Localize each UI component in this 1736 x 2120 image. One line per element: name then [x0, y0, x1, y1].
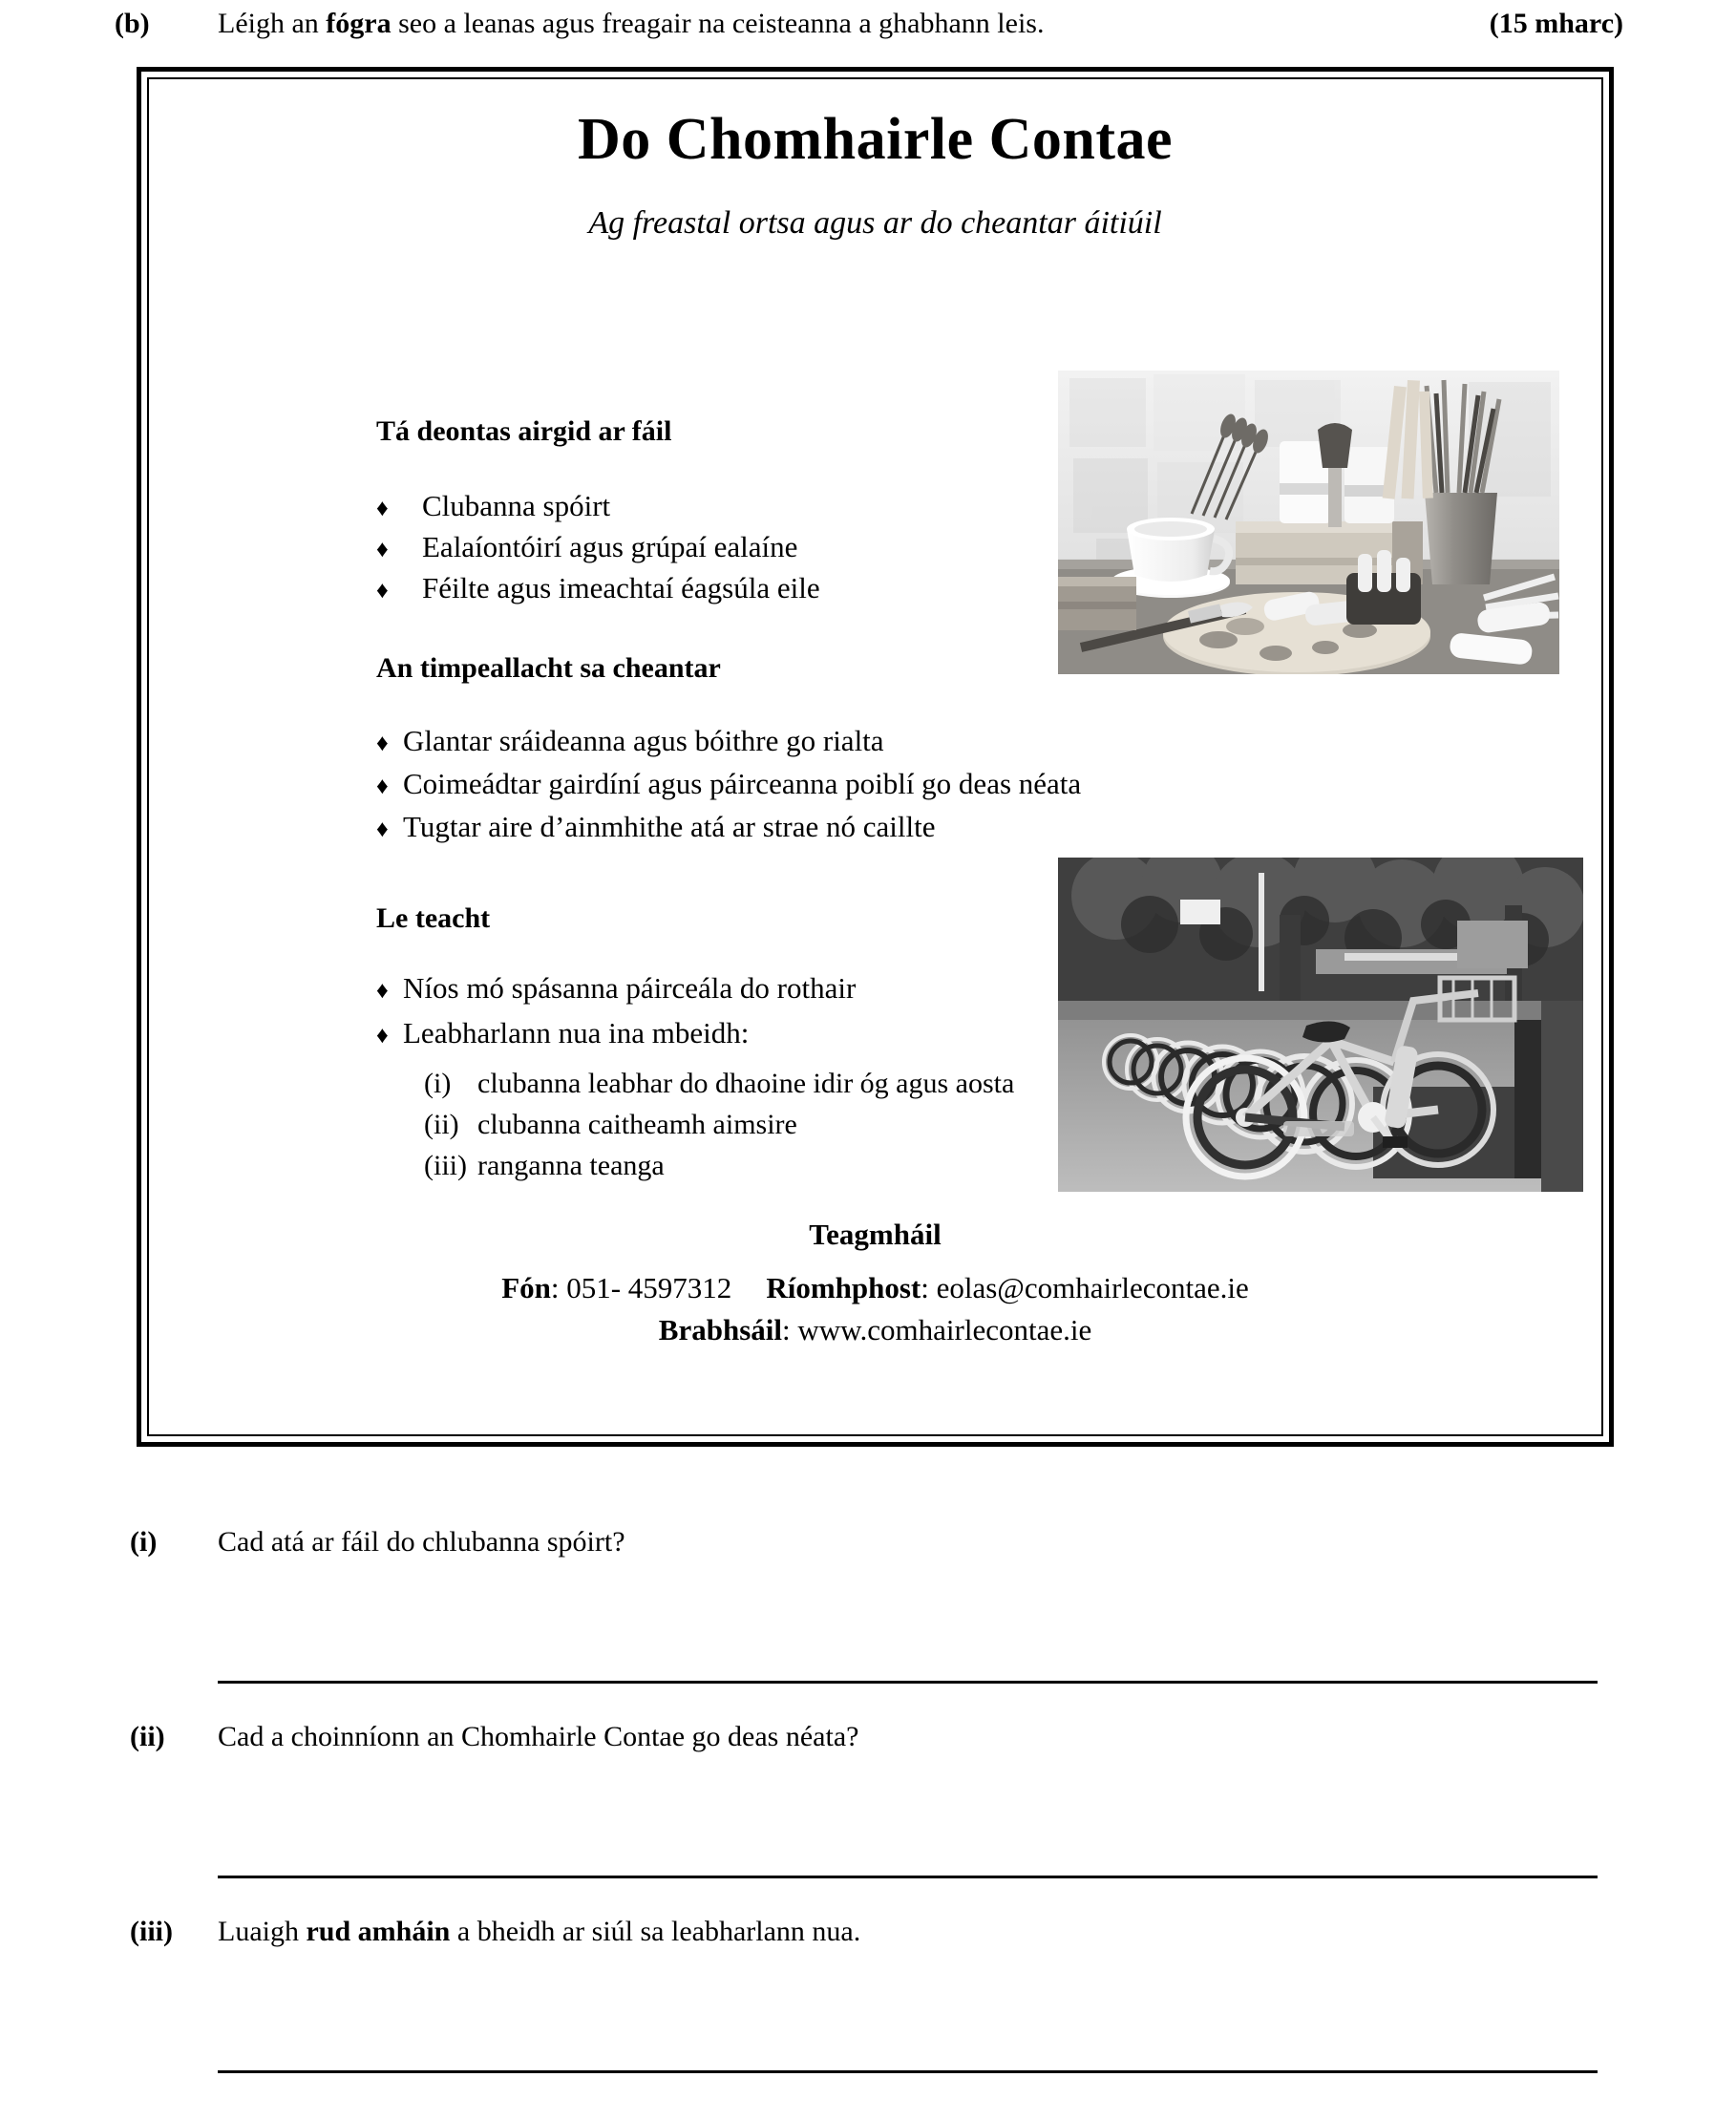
phone-label: Fón — [501, 1271, 551, 1304]
subquestion-iii-part-2: a bheidh ar siúl sa leabharlann nua. — [450, 1916, 861, 1947]
answer-line-ii[interactable] — [218, 1876, 1598, 1878]
instruction-bold-word: fógra — [326, 8, 392, 39]
section-heading-deontais: Tá deontas airgid ar fáil — [376, 415, 672, 447]
roman-marker: (iii) — [424, 1150, 467, 1181]
answer-line-i[interactable] — [218, 1681, 1598, 1684]
list-item-label: Féilte agus imeachtaí éagsúla eile — [422, 571, 820, 604]
list-item-label: ranganna teanga — [477, 1150, 665, 1181]
poster-title: Do Chomhairle Contae — [577, 107, 1174, 172]
phone-value: : 051- 4597312 — [550, 1271, 732, 1304]
subquestion-text-iii — [218, 1916, 860, 1948]
instruction-part-1: Léigh an — [218, 8, 327, 39]
list-item — [376, 965, 856, 1010]
bullet-list-deontais — [376, 485, 820, 608]
subquestion-text-i — [218, 1526, 625, 1558]
list-item — [424, 1145, 1014, 1186]
poster-outer-frame — [137, 67, 1614, 1447]
roman-sub-list-leabharlann — [424, 1063, 1014, 1186]
section-heading-leteacht: Le teacht — [376, 902, 491, 934]
subquestion-iii-part-1: Luaigh — [218, 1916, 307, 1947]
question-instruction — [218, 8, 1044, 40]
list-item — [424, 1063, 1014, 1104]
list-item-label: clubanna caitheamh aimsire — [477, 1109, 797, 1140]
list-item — [376, 567, 820, 608]
subquestion-iii-bold: rud amháin — [306, 1916, 451, 1947]
question-label: (b) — [115, 8, 150, 39]
email-value: : eolas@comhairlecontae.ie — [921, 1271, 1249, 1304]
diamond-bullet-icon: ♦ — [376, 537, 389, 562]
subquestion-i-part-1: Cad atá ar fáil do chlubanna spóirt? — [218, 1526, 625, 1558]
rental-bicycles-photo — [1058, 858, 1583, 1192]
contact-heading: Teagmháil — [809, 1218, 942, 1251]
contact-phone-email-line — [149, 1271, 1601, 1305]
list-item — [376, 485, 820, 526]
poster-subtitle: Ag freastal ortsa agus ar do cheantar áitiúil — [588, 205, 1162, 241]
list-item-label: Leabharlann nua ina mbeidh: — [403, 1016, 750, 1049]
diamond-bullet-icon: ♦ — [376, 978, 389, 1004]
section-heading-timpeallacht: An timpeallacht sa cheantar — [376, 652, 721, 684]
subquestion-text-ii — [218, 1721, 858, 1753]
list-item-label: Tugtar aire d’ainmhithe atá ar strae nó caillte — [403, 810, 936, 843]
diamond-bullet-icon: ♦ — [376, 1023, 389, 1049]
list-item — [424, 1104, 1014, 1145]
answer-line-iii[interactable] — [218, 2070, 1598, 2073]
list-item — [376, 526, 820, 567]
list-item — [376, 762, 1081, 805]
subquestion-label-ii: (ii) — [130, 1721, 165, 1752]
art-supplies-illustration — [1058, 371, 1559, 674]
diamond-bullet-icon: ♦ — [376, 496, 389, 521]
diamond-bullet-icon: ♦ — [376, 731, 389, 756]
diamond-bullet-icon: ♦ — [376, 774, 389, 799]
subquestion-label-iii: (iii) — [130, 1916, 173, 1947]
website-label: Brabhsáil — [658, 1313, 782, 1346]
list-item-label: Níos mó spásanna páirceála do rothair — [403, 971, 857, 1005]
list-item-label: Glantar sráideanna agus bóithre go rialta — [403, 724, 884, 757]
list-item — [376, 1010, 856, 1055]
diamond-bullet-icon: ♦ — [376, 816, 389, 842]
list-item — [376, 719, 1081, 762]
website-value: : www.comhairlecontae.ie — [782, 1313, 1092, 1346]
list-item-label: Coimeádtar gairdíní agus páirceanna poiblí go deas néata — [403, 767, 1082, 800]
rental-bicycles-illustration — [1058, 858, 1583, 1192]
list-item-label: clubanna leabhar do dhaoine idir óg agus aosta — [477, 1068, 1015, 1099]
list-item — [376, 805, 1081, 848]
roman-marker: (ii) — [424, 1109, 459, 1140]
question-header — [0, 0, 1736, 53]
email-label: Ríomhphost — [766, 1271, 921, 1304]
subquestion-label-i: (i) — [130, 1526, 158, 1558]
poster-content — [149, 79, 1601, 1434]
list-item-label: Ealaíontóirí agus grúpaí ealaíne — [422, 530, 798, 563]
question-marks: (15 mharc) — [1489, 8, 1623, 39]
bullet-list-timpeallacht — [376, 719, 1081, 848]
list-item-label: Clubanna spóirt — [422, 489, 611, 522]
roman-marker: (i) — [424, 1068, 452, 1099]
bullet-list-leteacht — [376, 965, 856, 1055]
contact-website-line — [149, 1313, 1601, 1347]
art-supplies-photo — [1058, 371, 1559, 674]
instruction-part-2: seo a leanas agus freagair na ceisteanna a ghabhann leis. — [391, 8, 1045, 39]
poster-inner-frame — [147, 77, 1603, 1436]
subquestion-ii-part-1: Cad a choinníonn an Chomhairle Contae go deas néata? — [218, 1721, 859, 1752]
diamond-bullet-icon: ♦ — [376, 578, 389, 604]
